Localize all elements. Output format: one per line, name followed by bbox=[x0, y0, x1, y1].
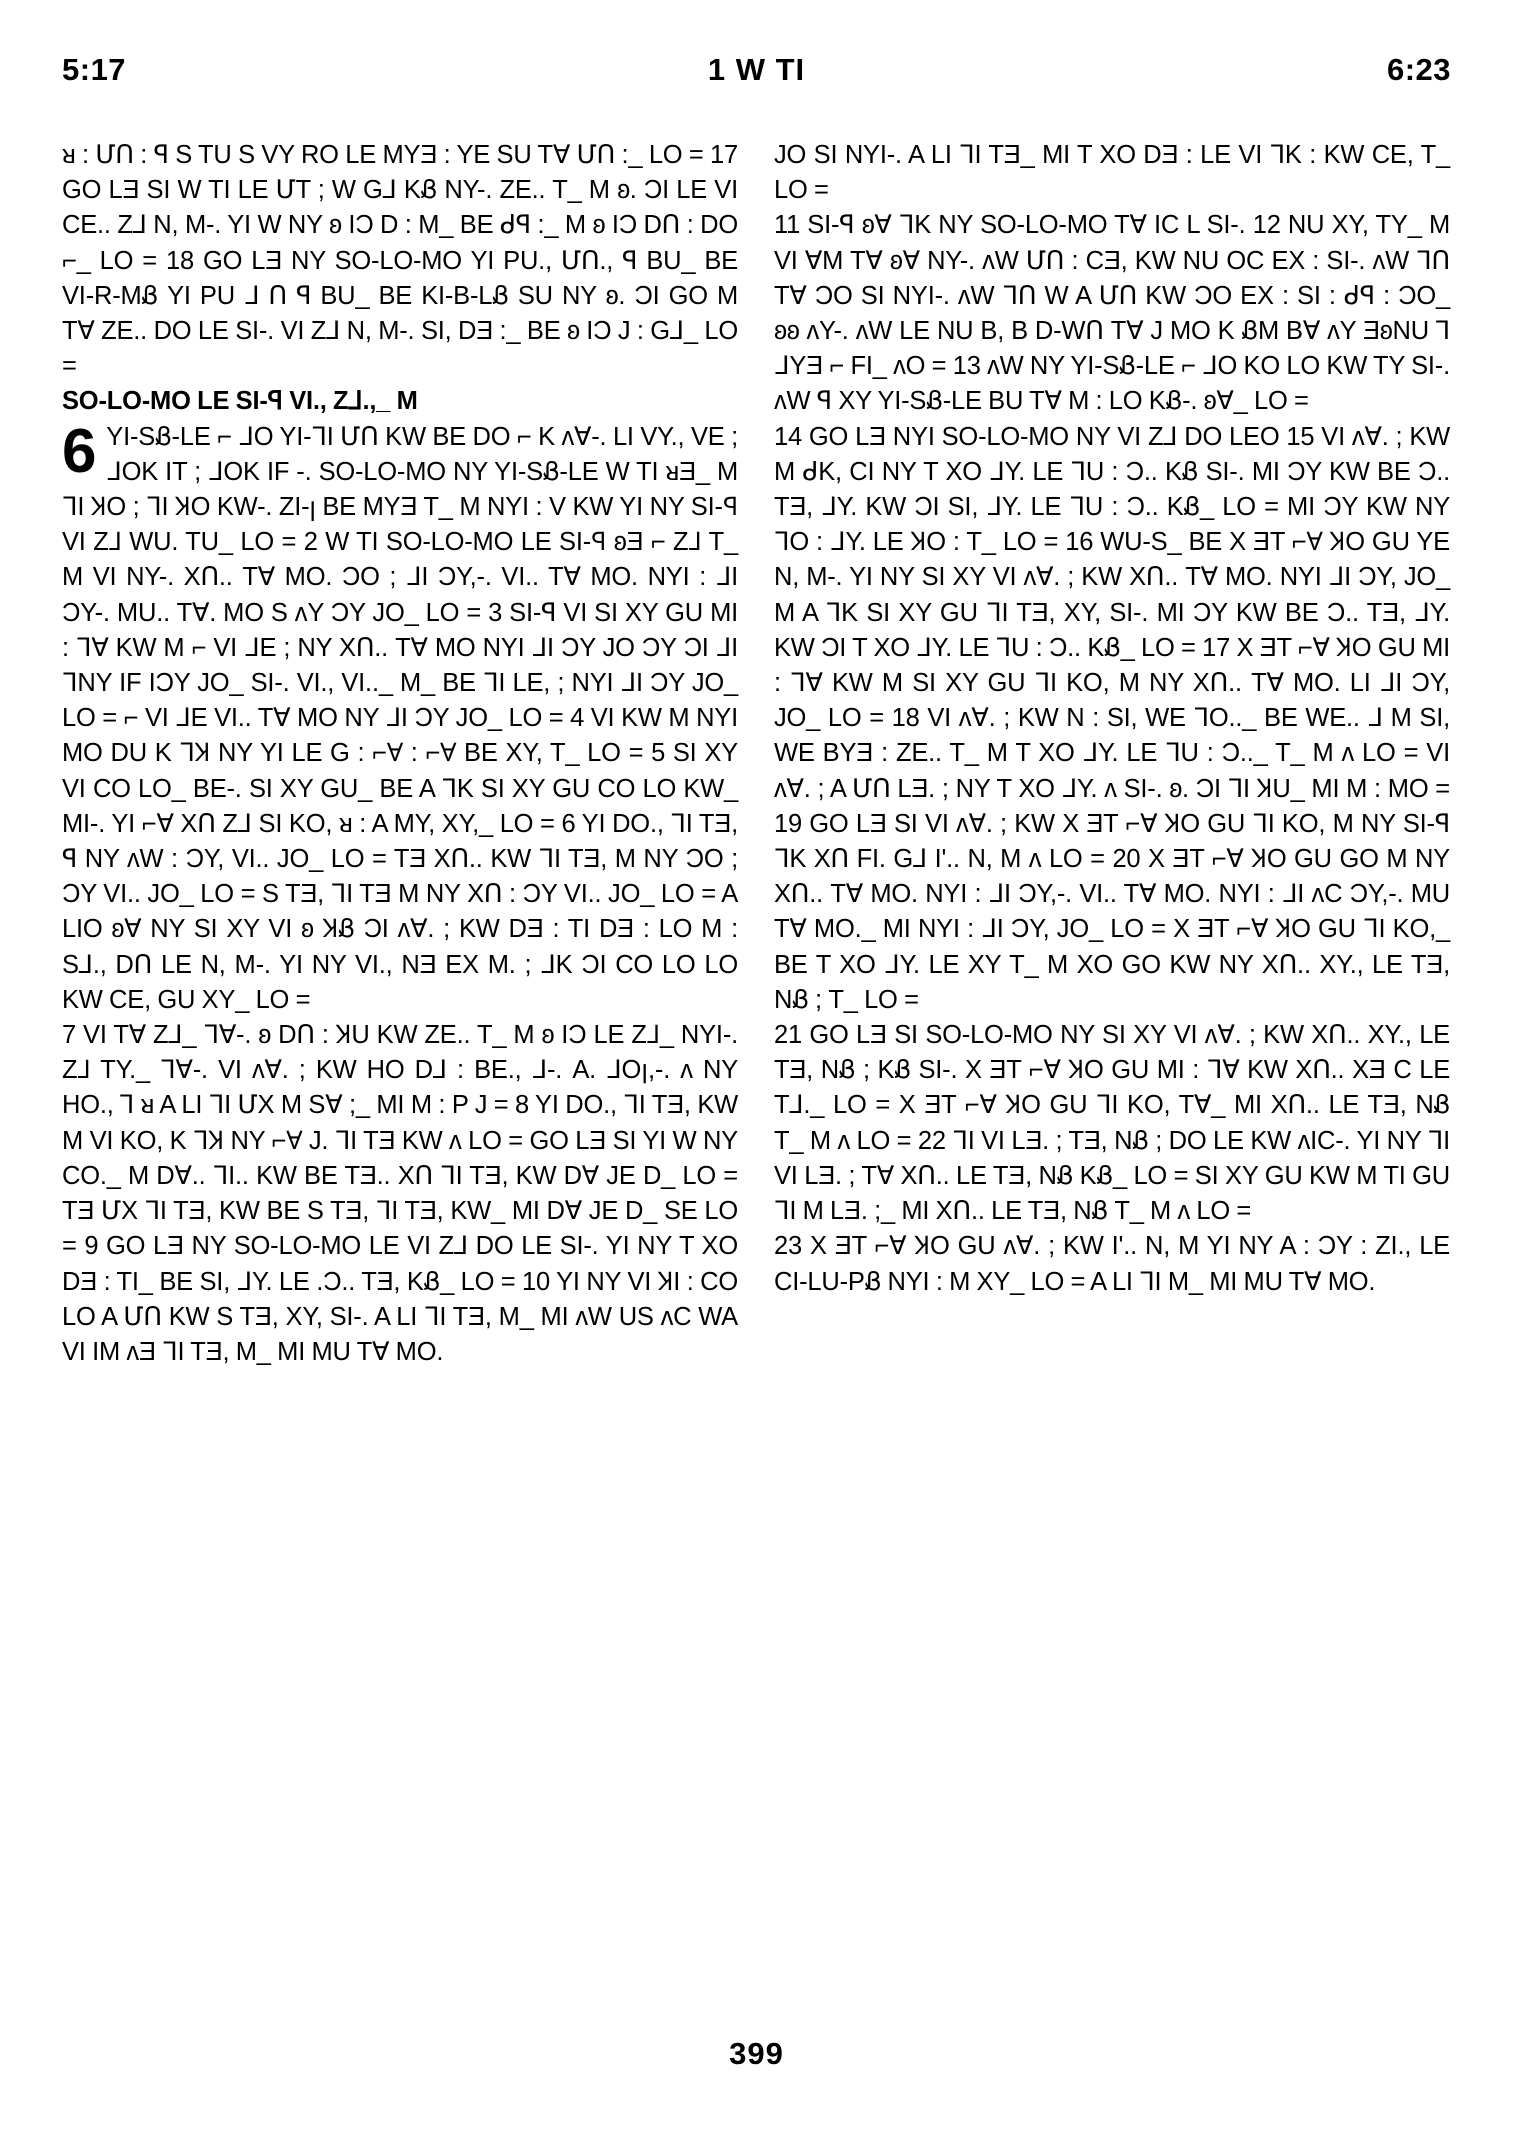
paragraph: 11 SI-ꟼ ʚⱯ ᒣK NY SO-LO-MO TⱯ IC L SI-. 12 NU XY, TY_ M VI ⱯM TⱯ ʚⱯ NY-. ᴧW ՄՈ : CƎ, KW NU OC EX : SI-. ᴧW ᒣՈ TⱯ ƆO SI NYI-. ᴧW ᒣՈ W A ՄՈ KW ƆO EX : SI : ᑯꟼ : ƆO_ ʚʚ ᴧY-. ᴧW LE NU B, B D-WՈ TⱯ J MO K ᏰM BⱯ ᴧY ƎʚNU ⅂ ᒧYƎ ⌐ FI_ ᴧO = 13 ᴧW NY YI-SᏰ-LE ⌐ ᒧO KO LO KW TY SI-. ᴧW ꟼ XY YI-SᏰ-LE BU TⱯ M : LO KᏰ-. ʚⱯ_ LO = bbox=[774, 211, 1450, 416]
paragraph: 14 GO LƎ NYI SO-LO-MO NY VI Z⅃ DO LEO 15 VI ᴧⱯ. ; KW M ᑯK, CI NY T XO ᒧY. LE ᒣU : Ɔ.. KᏰ SI-. MI ƆY KW BE Ɔ.. TƎ, ᒧY. KW ƆI SI, ᒧY. LE ᒣU : Ɔ.. KᏰ_ LO = MI ƆY KW NY ᒣO : ᒧY. LE ꞰO : T_ LO = 16 WU-S_ BE X ƎT ⌐Ɐ ꞰO GU YE N, M-. YI NY SI XY VI ᴧⱯ. ; KW XՈ.. TⱯ MO. NYI ᒧI ƆY, JO_ M A ᒣK SI XY GU ᒣI TƎ, XY, SI-. MI ƆY KW BE Ɔ.. TƎ, ᒧY. KW ƆI T XO ᒧY. LE ᒣU : Ɔ.. KᏰ_ LO = 17 X ƎT ⌐Ɐ ꞰO GU MI : ᒣⱯ KW M SI XY GU ᒣI KO, M NY XՈ.. TⱯ MO. LI ᒧI ƆY, JO_ LO = 18 VI ᴧⱯ. ; KW N : SI, WE ᒣO.._ BE WE.. ᒧ M SI, WE BYƎ : ZE.. T_ M T XO ᒧY. LE ᒣU : Ɔ.._ T_ M ᴧ LO = VI ᴧⱯ. ; A ՄՈ LƎ. ; NY T XO ᒧY. ᴧ SI-. ʚ. ƆI ᒣI ꞰU_ MI M : MO = 19 GO LƎ SI VI ᴧⱯ. ; KW X ƎT ⌐Ɐ ꞰO GU ᒣI KO, M NY SI-ꟼ ᒣK XՈ FI. G⅃ I'.. N, M ᴧ LO = 20 X ƎT ⌐Ɐ ꞰO GU GO M NY XՈ.. TⱯ MO. NYI : ᒧI ƆY,-. VI.. TⱯ MO. NYI : ᒧI ᴧC ƆY,-. MU TⱯ MO._ MI NYI : ᒧI ƆY, JO_ LO = X ƎT ⌐Ɐ ꞰO GU ᒣI KO,_ BE T XO ᒧY. LE XY T_ M XO GO KW NY XՈ.. XY., LE TƎ, NᏰ ; T_ LO = bbox=[774, 422, 1450, 1014]
right-column bbox=[774, 138, 1450, 2008]
page-number: 399 bbox=[729, 2036, 784, 2071]
running-head-right: 6:23 bbox=[1386, 52, 1451, 87]
running-head-center: 1 W TI bbox=[707, 52, 806, 87]
chapter-paragraph bbox=[62, 416, 738, 1018]
running-head-left: 5:17 bbox=[62, 52, 127, 87]
running-head bbox=[62, 52, 1451, 96]
section-heading: SO-LO-MO LE SI-ꟼ VI., Z⅃.,_ M bbox=[62, 387, 418, 416]
paragraph: JO SI NYI-. A LI ᒣI TƎ_ MI T XO DƎ : LE VI ᒣK : KW CE, T_ LO = bbox=[774, 141, 1450, 205]
paragraph: ᴚ : ՄՈ : ꟼ S TU S VY RO LE MYƎ : YE SU TⱯ ՄՈ :_ LO = 17 GO LƎ SI W TI LE ՄT ; W G⅃ KᏰ NY-. ZE.. T_ M ʚ. ƆI LE VI CE.. Z⅃ N, M-. YI W NY ʚ IƆ D : M_ BE ᑯꟼ :_ M ʚ IƆ DՈ : DO ⌐_ LO = 18 GO LƎ NY SO-LO-MO YI PU., ՄՈ., ꟼ BU_ BE VI-R-MᏰ YI PU ᒧ Ո ꟼ BU_ BE KI-B-LᏰ SU NY ʚ. ƆI GO M TⱯ ZE.. DO LE SI-. VI Z⅃ N, M-. SI, DƎ :_ BE ʚ IƆ J : G⅃_ LO = bbox=[62, 141, 738, 381]
paragraph-text: YI-SᏰ-LE ⌐ ᒧO YI-ᒣI ՄՈ KW BE DO ⌐ K ᴧⱯ-. LI VY., VE ; ᒧOK IT ; ᒧOK IF -. SO-LO-MO NY YI-SᏰ-LE W TI ᴚƎ_ M ᒣI ꞰO ; ᒣI ꞰO KW-. ZI-ꞁ BE MYƎ T_ M NYI : V KW YI NY SI-ꟼ VI Z⅃ WU. TU_ LO = 2 W TI SO-LO-MO LE SI-ꟼ ʚƎ ⌐ Z⅃ T_ M VI NY-. XՈ.. TⱯ MO. ƆO ; ᒧI ƆY,-. VI.. TⱯ MO. NYI : ᒧI ƆY-. MU.. TⱯ. MO S ᴧY ƆY JO_ LO = 3 SI-ꟼ VI SI XY GU MI : ᒣⱯ KW M ⌐ VI ᒧE ; NY XՈ.. TⱯ MO NYI ᒧI ƆY JO ƆY ƆI ᒧI ᒣNY IF IƆY JO_ SI-. VI., VI.._ M_ BE ᒣI LE, ; NYI ᒧI ƆY JO_ LO = ⌐ VI ᒧE VI.. TⱯ MO NY ᒧI ƆY JO_ LO = 4 VI KW M NYI MO DU K ᒣꞰ NY YI LE G : ⌐Ɐ : ⌐Ɐ BE XY, T_ LO = 5 SI XY VI CO LO_ BE-. SI XY GU_ BE A ᒣK SI XY GU CO LO KW_ MI-. YI ⌐Ɐ XՈ Z⅃ SI KO, ᴚ : A MY, XY,_ LO = 6 YI DO., ᒣI TƎ, ꟼ NY ᴧW : ƆY, VI.. JO_ LO = TƎ XՈ.. KW ᒣI TƎ, M NY ƆO ; ƆY VI.. JO_ LO = S TƎ, ᒣI TƎ M NY XՈ : ƆY VI.. JO_ LO = A LIO ʚⱯ NY SI XY VI ʚ ꞰᏰ ƆI ᴧⱯ. ; KW DƎ : TI DƎ : LO M : S⅃., DՈ LE N, M-. YI NY VI., NƎ EX M. ; ᒧK ƆI CO LO LO KW CE, GU XY_ LO = bbox=[62, 422, 738, 1014]
paragraph: 7 VI TⱯ Z⅃_ ᒣⱯ-. ʚ DՈ : ꞰU KW ZE.. T_ M ʚ IƆ LE Z⅃_ NYI-. Z⅃ TY._ ᒣⱯ-. VI ᴧⱯ. ; KW HO D⅃ : BE., ᒧ-. A. ᒧOꞁ,-. ᴧ NY HO., ⅂ ᴚ A LI ᒣI ՄX M SⱯ ;_ MI M : P J = 8 YI DO., ᒣI TƎ, KW M VI KO, K ᒣꞰ NY ⌐Ɐ J. ᒣI TƎ KW ᴧ LO = GO LƎ SI YI W NY CO._ M DⱯ.. ᒣI.. KW BE TƎ.. XՈ ᒣI TƎ, KW DⱯ JE D_ LO = TƎ ՄX ᒣI TƎ, KW BE S TƎ, ᒣI TƎ, KW_ MI DⱯ JE D_ SE LO = 9 GO LƎ NY SO-LO-MO LE VI Z⅃ DO LE SI-. YI NY T XO DƎ : TI_ BE SI, ᒧY. LE .Ɔ.. TƎ, KᏰ_ LO = 10 YI NY VI ꞰI : CO LO A ՄՈ KW S TƎ, XY, SI-. A LI ᒣI TƎ, M_ MI ᴧW US ᴧC WA VI IM ᴧƎ ᒣI TƎ, M_ MI MU TⱯ MO. bbox=[62, 1021, 738, 1366]
chapter-number: 6 bbox=[62, 416, 97, 486]
two-column-body bbox=[62, 138, 1451, 2008]
paragraph: 21 GO LƎ SI SO-LO-MO NY SI XY VI ᴧⱯ. ; KW XՈ.. XY., LE TƎ, NᏰ ; KᏰ SI-. X ƎT ⌐Ɐ ꞰO GU MI : ᒣⱯ KW XՈ.. XƎ C LE T⅃._ LO = X ƎT ⌐Ɐ ꞰO GU ᒣI KO, TⱯ_ MI XՈ.. LE TƎ, NᏰ T_ M ᴧ LO = 22 ᒣI VI LƎ. ; TƎ, NᏰ ; DO LE KW ᴧIC-. YI NY ᒣI VI LƎ. ; TⱯ XՈ.. LE TƎ, NᏰ KᏰ_ LO = SI XY GU KW M TI GU ᒣI M LƎ. ;_ MI XՈ.. LE TƎ, NᏰ T_ M ᴧ LO = bbox=[774, 1021, 1450, 1226]
left-column bbox=[62, 138, 738, 2008]
paragraph: 23 X ƎT ⌐Ɐ ꞰO GU ᴧⱯ. ; KW I'.. N, M YI NY A : ƆY : ZI., LE CI-LU-PᏰ NYI : M XY_ LO = A LI ᒣI M_ MI MU TⱯ MO. bbox=[774, 1232, 1450, 1296]
